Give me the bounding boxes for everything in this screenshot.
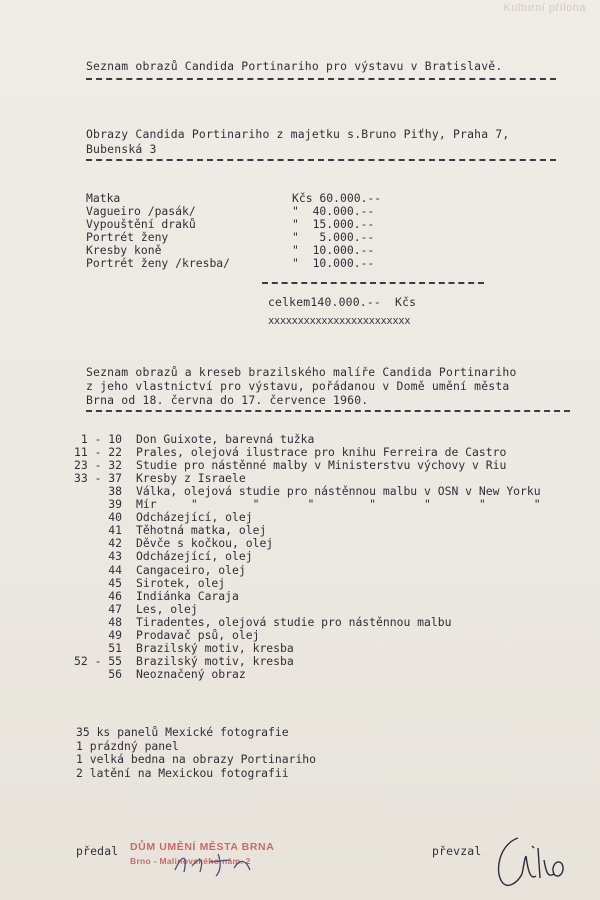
document-title: Seznam obrazů Candida Portinariho pro výstavu v Bratislavě. [86,59,503,73]
artwork-row [74,629,259,642]
artwork-price: " 40.000.-- [292,203,375,218]
item-description: Studie pro nástěnné malby v Ministerstvu výchovy v Riu [136,458,507,473]
artwork-name: Vagueiro /pasák/ [86,203,196,218]
stamp-line1: DŮM UMĚNÍ MĚSTA BRNA [130,841,275,853]
item-number: 44 [74,562,123,577]
item-number: 48 [74,614,123,629]
inventory-line: 1 prázdný panel [76,738,179,753]
artwork-price: Kčs 60.000.-- [292,191,382,205]
artwork-row [74,642,294,655]
sum-line [262,282,484,284]
item-description: Prales, olejová ilustrace pro knihu Ferreira de Castro [136,445,507,460]
inventory-line: 35 ks panelů Mexické fotografie [76,725,289,739]
total-row [268,296,416,309]
predal-signature [170,848,260,878]
item-number: 38 [74,484,123,499]
item-description: Brazilský motiv, kresba [136,640,294,655]
artwork-row [74,485,541,498]
artwork-price: " 15.000.-- [292,216,375,231]
artwork-price: " 10.000.-- [292,255,375,270]
prevzal-label: převzal [432,844,482,858]
item-description: Tiradentes, olejová studie pro nástěnnou malbu [136,614,452,629]
artwork-row [74,603,198,616]
item-description: Děvče s kočkou, olej [136,536,274,551]
artwork-row [74,550,253,563]
artwork-price: " 5.000.-- [292,229,375,244]
stamp-line2: Brno - Malinovského nám. 2 [130,856,251,866]
item-description: Brazilský motiv, kresba [136,653,294,668]
inventory-line: 2 latění na Mexickou fotografii [76,765,289,780]
item-number: 51 [74,640,123,655]
item-description: Válka, olejová studie pro nástěnnou malbu v OSN v New Yorku [136,484,541,499]
artwork-row [74,616,451,629]
section1-heading-line1: Obrazy Candida Portinariho z majetku s.Bruno Piťhy, Praha 7, [86,127,510,141]
item-description: Neoznačený obraz [136,666,246,681]
artwork-name: Kresby koně [86,242,162,257]
predal-label: předal [76,844,119,858]
item-number: 40 [74,510,123,525]
section1-heading-line2: Bubenská 3 [86,142,157,156]
item-number: 33 - 37 [74,471,123,486]
artwork-price: " 10.000.-- [292,242,375,257]
item-number: 56 [74,666,123,681]
artwork-row [74,564,246,577]
artwork-row [74,511,253,524]
artwork-row [74,472,246,485]
artwork-name: Portrét ženy [86,229,169,244]
item-number: 43 [74,549,123,564]
item-description: Sirotek, olej [136,575,226,590]
total-value: 140.000.-- Kčs [310,295,417,309]
artwork-name: Matka [86,191,121,205]
artwork-row [74,498,541,511]
title-underline [86,78,556,80]
item-number: 42 [74,536,123,551]
item-description: Don Guixote, barevná tužka [136,432,315,446]
artwork-row [74,524,266,537]
faint-header-text: Kulturní příloha [503,2,586,14]
total-label: celkem [268,295,311,309]
section2-underline [86,410,570,412]
artwork-name: Vypouštění draků [86,216,196,231]
artwork-row [74,433,314,446]
artwork-row [74,655,294,668]
artwork-row [74,590,239,603]
item-description: Prodavač psů, olej [136,627,260,642]
prevzal-signature [488,830,578,892]
item-number: 45 [74,575,123,590]
section2-heading-line1: Seznam obrazů a kreseb brazilského malíře Candida Portinariho [86,365,517,379]
section2-heading-line2: z jeho vlastnictví pro výstavu, pořádanou v Domě umění města [86,379,510,393]
item-number: 23 - 32 [74,458,123,473]
item-number: 11 - 22 [74,445,123,460]
item-number: 52 - 55 [74,653,123,668]
item-number: 46 [74,588,123,603]
artwork-row [74,459,506,472]
section2-heading-line3: Brna od 18. června do 17. července 1960. [86,393,369,407]
total-xline: xxxxxxxxxxxxxxxxxxxxxxxx [268,315,411,327]
item-description: Kresby z Israele [136,471,246,486]
item-number: 49 [74,627,123,642]
item-description: Odcházející, olej [136,549,253,564]
item-description: Odcházející, olej [136,510,253,525]
item-description: Těhotná matka, olej [136,523,267,538]
artwork-row [74,668,246,681]
section1-underline [86,159,556,161]
item-description: Cangaceiro, olej [136,562,246,577]
artwork-row [74,577,225,590]
item-number: 47 [74,601,123,616]
item-number: 1 - 10 [74,432,123,446]
item-description: Indiánka Caraja [136,588,239,603]
inventory-line: 1 velká bedna na obrazy Portinariho [76,752,317,767]
item-description: Mír " " " " " " " [136,497,541,512]
artwork-row [74,537,273,550]
item-number: 39 [74,497,123,512]
artwork-name: Portrét ženy /kresba/ [86,255,231,270]
item-number: 41 [74,523,123,538]
item-description: Les, olej [136,601,198,616]
artwork-row [74,446,506,459]
